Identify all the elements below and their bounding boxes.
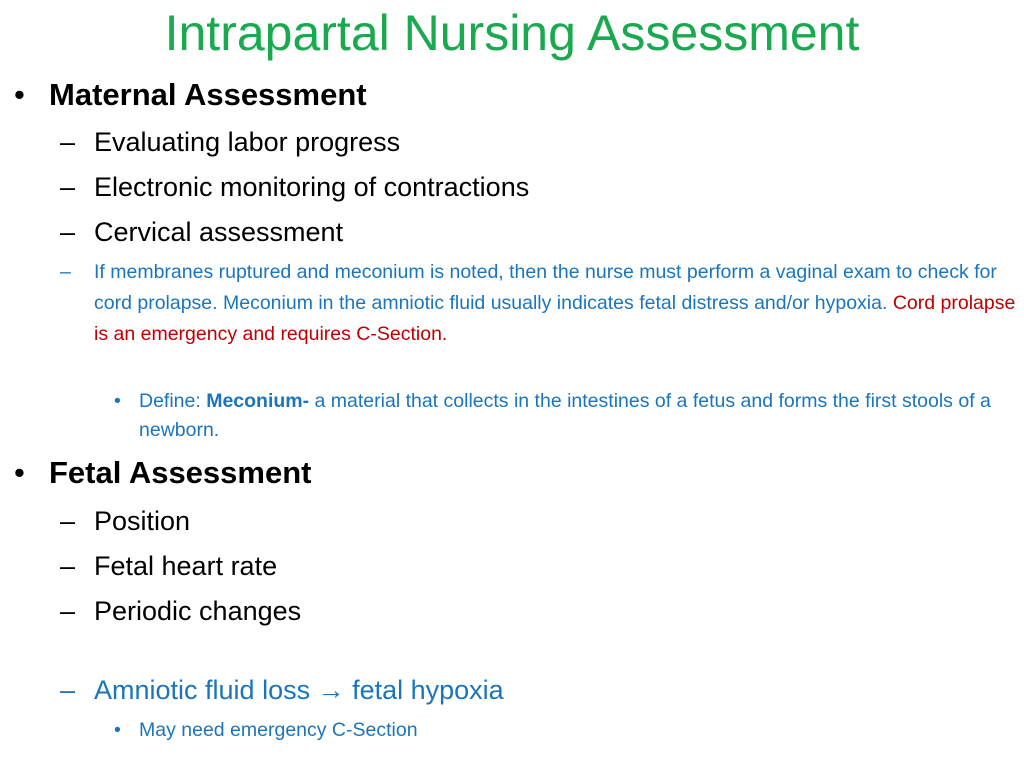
meconium-definition <box>114 387 1019 445</box>
fetal-heading-row <box>14 454 311 492</box>
fluid-loss-left: Amniotic fluid loss <box>94 675 318 705</box>
dash-icon: – <box>60 217 76 247</box>
list-item <box>60 170 529 204</box>
fluid-loss-right: fetal hypoxia <box>344 675 504 705</box>
definition-text: a material that collects in the intestines of a fetus and forms the first stools of a newborn. <box>139 390 991 441</box>
fetal-item-3: Periodic changes <box>94 596 302 626</box>
list-item <box>60 215 343 249</box>
list-item <box>60 594 301 628</box>
fetal-item-1: Position <box>94 506 191 536</box>
maternal-heading: Maternal Assessment <box>49 77 367 112</box>
maternal-heading-row <box>14 76 367 114</box>
dash-icon: – <box>60 506 76 536</box>
list-item <box>60 504 190 538</box>
emergency-note <box>114 716 1019 745</box>
definition-term: Meconium- <box>206 390 310 412</box>
dash-icon: – <box>60 596 76 626</box>
dash-icon: – <box>60 675 76 705</box>
meconium-note-red: Cord prolapse is an emergency and requires C-Section. <box>94 292 1016 345</box>
list-item <box>60 125 400 159</box>
dash-icon: – <box>60 261 71 283</box>
emergency-note-text: May need emergency C-Section <box>139 719 418 741</box>
definition-prefix: Define: <box>139 390 207 412</box>
fetal-item-2: Fetal heart rate <box>94 551 278 581</box>
bullet-icon: • <box>14 455 25 490</box>
fetal-heading: Fetal Assessment <box>49 455 312 490</box>
bullet-icon: • <box>14 77 25 112</box>
list-item <box>60 549 277 583</box>
bullet-icon: • <box>114 390 121 412</box>
right-arrow-icon: → <box>317 675 345 705</box>
dash-icon: – <box>60 551 76 581</box>
maternal-item-1: Evaluating labor progress <box>94 127 401 157</box>
maternal-item-3: Cervical assessment <box>94 217 344 247</box>
fluid-loss-item <box>60 673 504 707</box>
dash-icon: – <box>60 127 76 157</box>
meconium-note-blue: If membranes ruptured and meconium is noted, then the nurse must perform a vaginal exam to check for cord prolapse. Meconium in the amniotic fluid usually indicates fetal distress and/or hypoxia. <box>94 261 997 314</box>
meconium-note <box>60 257 1019 350</box>
bullet-icon: • <box>114 719 121 741</box>
maternal-item-2: Electronic monitoring of contractions <box>94 172 530 202</box>
slide-title: Intrapartal Nursing Assessment <box>164 5 860 61</box>
dash-icon: – <box>60 172 76 202</box>
